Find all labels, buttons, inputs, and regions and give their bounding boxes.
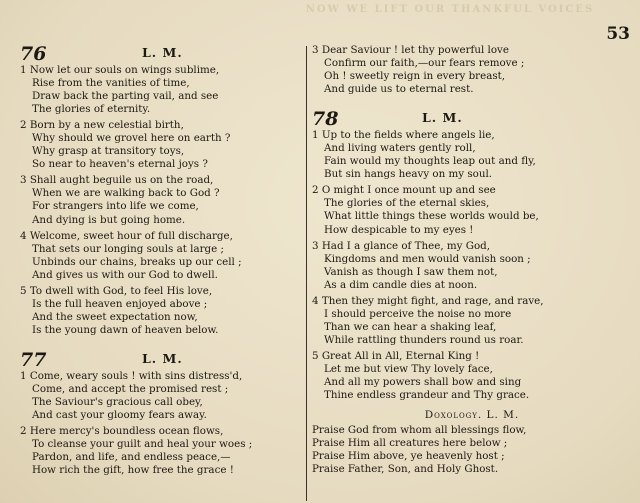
verse-line: 1 Up to the fields where angels lie, (312, 129, 495, 142)
column-divider (306, 46, 307, 501)
hymn-number: 76 (20, 43, 47, 65)
verse-line: When we are walking back to God ? (32, 187, 220, 200)
verse-line: And dying is but going home. (32, 213, 186, 226)
verse-line: For strangers into life we come, (32, 200, 199, 213)
verse-line: 4 Welcome, sweet hour of full discharge, (20, 229, 233, 242)
verse-line: 3 Shall aught beguile us on the road, (20, 174, 214, 187)
stanza (20, 230, 302, 282)
verse-line: 3 Had I a glance of Thee, my God, (312, 239, 491, 252)
verse-line: Is the young dawn of heaven below. (32, 323, 219, 336)
verse-line: Is the full heaven enjoyed above ; (32, 297, 208, 310)
verse-line: As a dim candle dies at noon. (324, 278, 478, 291)
verse-line: And cast your gloomy fears away. (32, 409, 207, 422)
stanza (20, 64, 302, 116)
hymn-number: 78 (312, 108, 339, 131)
hymn-heading (20, 350, 302, 370)
verse-line: 3 Dear Saviour ! let thy powerful love (312, 44, 509, 56)
stanza (312, 184, 632, 236)
hymn-heading (312, 109, 632, 129)
hymn-meter: L. M. (142, 350, 183, 366)
verse-line: 1 Come, weary souls ! with sins distress'd, (20, 369, 243, 382)
verse-line: That sets our longing souls at large ; (32, 242, 224, 255)
verse-line: Than we can hear a shaking leaf, (324, 320, 497, 333)
verse-line: The glories of the eternal skies, (324, 197, 490, 210)
stanza (312, 44, 632, 96)
verse-line: 5 To dwell with God, to feel His love, (20, 284, 213, 297)
stanza (20, 425, 302, 477)
verse-line: And the sweet expectation now, (32, 310, 198, 323)
verse-line: 5 Great All in All, Eternal King ! (312, 349, 480, 362)
verse-line: 1 Now let our souls on wings sublime, (20, 64, 220, 76)
verse-line: So near to heaven's eternal joys ? (32, 158, 208, 171)
verse-line: What little things these worlds would be, (324, 210, 539, 223)
doxology-title: Doxology. L. M. (424, 409, 520, 422)
hymn-heading (20, 44, 302, 64)
hymn-number: 77 (20, 348, 47, 371)
verse-line: 2 Here mercy's boundless ocean flows, (20, 425, 224, 438)
stanza (20, 174, 302, 226)
stanza (312, 350, 632, 402)
verse-line: Pardon, and life, and endless peace,— (32, 451, 231, 464)
verse-line: 2 Born by a new celestial birth, (20, 119, 184, 132)
page-number: 53 (606, 24, 630, 44)
doxology-stanza (312, 424, 632, 476)
verse-line: Thine endless grandeur and Thy grace. (324, 389, 530, 402)
verse-line: Let me but view Thy lovely face, (324, 362, 493, 375)
stanza (20, 119, 302, 171)
verse-line: Fain would my thoughts leap out and fly, (324, 155, 536, 168)
verse-line: And living waters gently roll, (324, 142, 476, 155)
verse-line: Rise from the vanities of time, (32, 77, 190, 90)
left-column (20, 44, 302, 477)
verse-line: Praise Father, Son, and Holy Ghost. (312, 463, 499, 476)
stanza (312, 295, 632, 347)
stanza (312, 240, 632, 292)
verse-line: Praise God from whom all blessings flow, (312, 424, 527, 437)
right-column (312, 44, 632, 476)
verse-line: The glories of eternity. (32, 103, 151, 116)
verse-line: To cleanse your guilt and heal your woes ; (32, 438, 253, 451)
verse-line: Confirm our faith,—our fears remove ; (324, 57, 525, 70)
verse-line: Oh ! sweetly reign in every breast, (324, 70, 506, 83)
verse-line: While rattling thunders round us roar. (324, 333, 524, 346)
verse-line: And guide us to eternal rest. (324, 83, 474, 96)
hymn-meter: L. M. (422, 110, 463, 126)
verse-line: 2 O might I once mount up and see (312, 184, 496, 197)
verse-line: Kingdoms and men would vanish soon ; (324, 252, 531, 265)
verse-line: And all my powers shall bow and sing (324, 376, 522, 389)
verse-line: Praise Him above, ye heavenly host ; (312, 450, 505, 463)
stanza (312, 129, 632, 181)
stanza (20, 370, 302, 422)
bleed-through-header: NOW WE LIFT OUR THANKFUL VOICES (305, 4, 595, 15)
verse-line: The Saviour's gracious call obey, (32, 396, 203, 409)
verse-line: I should perceive the noise no more (324, 307, 512, 320)
verse-line: How rich the gift, how free the grace ! (32, 464, 234, 477)
verse-line: Draw back the parting vail, and see (32, 90, 219, 103)
verse-line: Unbinds our chains, breaks up our cell ; (32, 255, 242, 268)
verse-line: Praise Him all creatures here below ; (312, 437, 508, 450)
verse-line: How despicable to my eyes ! (324, 223, 474, 236)
verse-line: And gives us with our God to dwell. (32, 268, 218, 281)
verse-line: Vanish as though I saw them not, (324, 265, 498, 278)
stanza (20, 285, 302, 337)
hymn-meter: L. M. (142, 45, 183, 60)
verse-line: Why should we grovel here on earth ? (32, 132, 231, 145)
verse-line: Come, and accept the promised rest ; (32, 382, 229, 395)
verse-line: 4 Then they might fight, and rage, and rave, (312, 294, 544, 307)
verse-line: Why grasp at transitory toys, (32, 145, 185, 158)
verse-line: But sin hangs heavy on my soul. (324, 168, 493, 181)
